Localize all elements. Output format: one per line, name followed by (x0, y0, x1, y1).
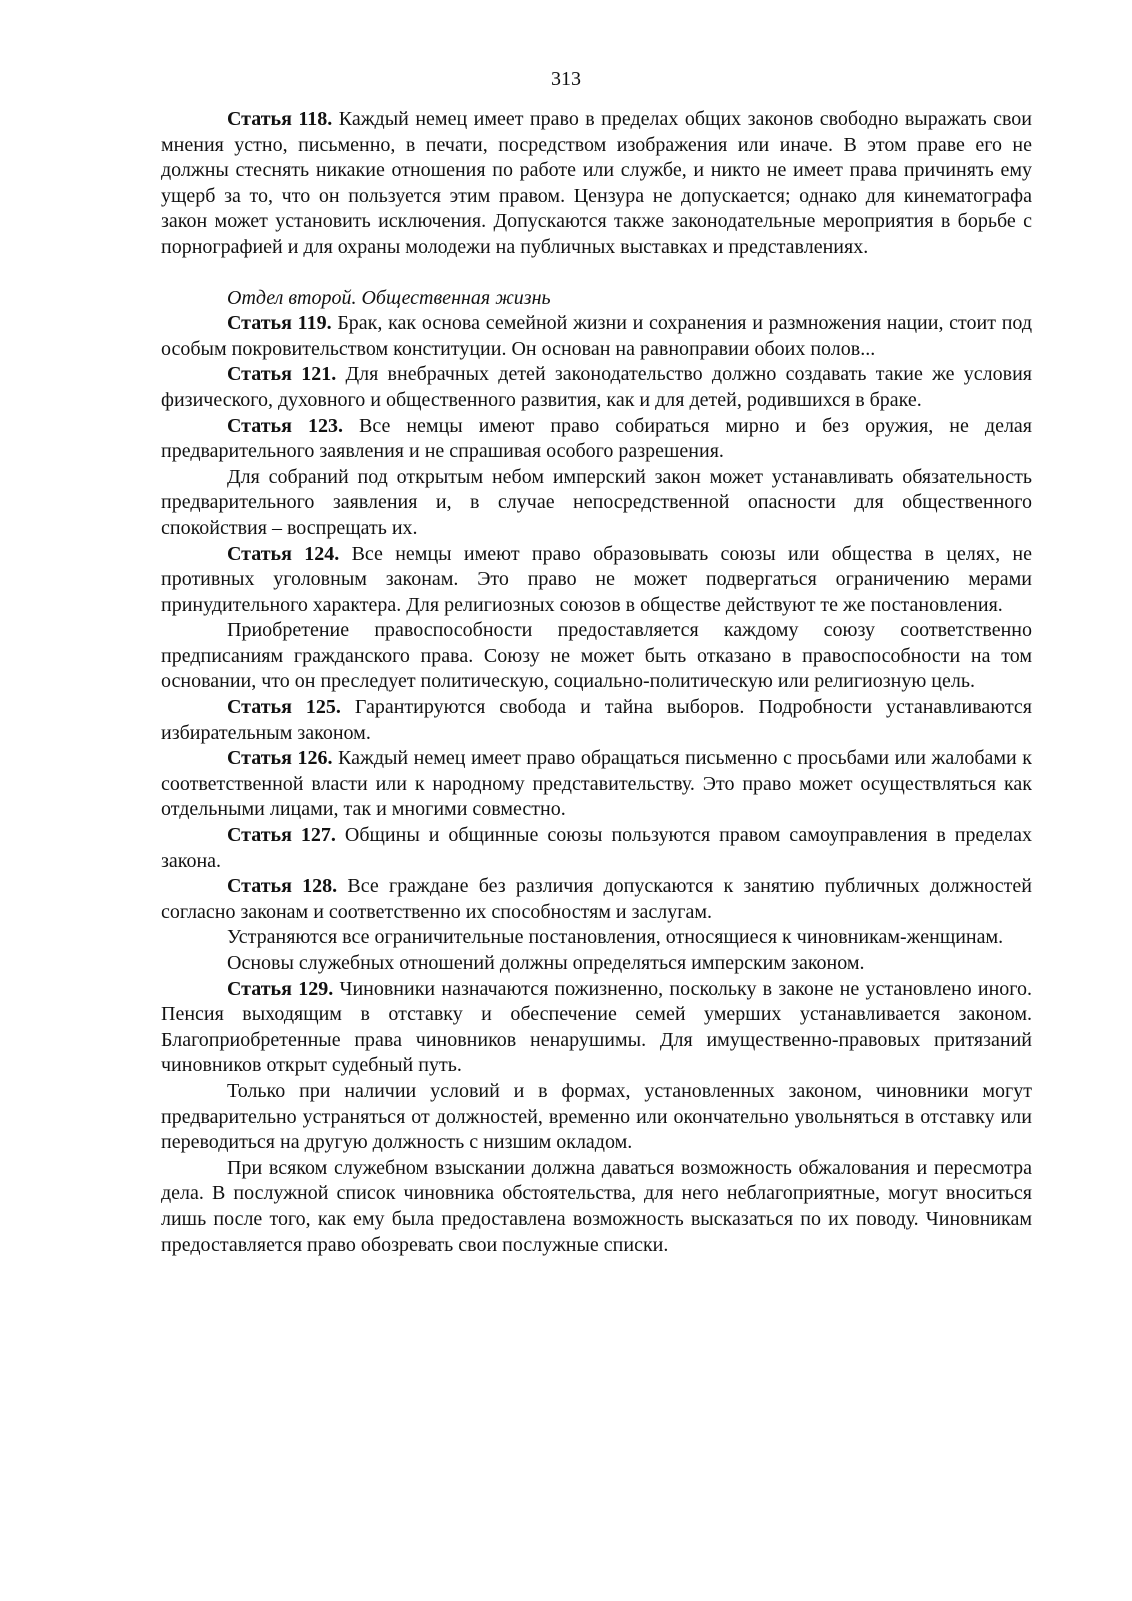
paragraph (161, 465, 1032, 542)
article-label: Статья 123. (227, 414, 343, 437)
article-label: Статья 118. (227, 108, 333, 130)
article-label: Статья 127. (227, 824, 336, 847)
paragraph-article-119 (161, 311, 1032, 362)
paragraph-article-118 (161, 107, 1032, 261)
paragraph (161, 1079, 1032, 1156)
paragraph-text: Гарантируются свобода и тайна выборов. Подробности устанавливаются избирательным законом. (161, 696, 1033, 744)
paragraph-text: Для внебрачных детей законодательство должно создавать такие же условия физического, духовного и общественного развития, как и для детей, родившихся в браке. (161, 363, 1033, 411)
paragraph-text: Каждый немец имеет право в пределах общих законов свободно выражать свои мнения устно, письменно, в печати, посредством изображения или иначе. В этом праве его не должны стеснять никакие отношения по работе или службе, и никто не имеет права причинять ему ущерб за то, что он пользуется этим правом. Цензура не допускается; однако для кинематографа закон может установить исключения. Допускаются также законодательные мероприятия в борьбе с порнографией и для охраны молодежи на публичных выставках и представлениях. (161, 108, 1032, 258)
paragraph-text: Для собраний под открытым небом имперский закон может устанавливать обязательность предварительного заявления и, в случае непосредственной опасности для общественного спокойствия – воспрещать их. (161, 465, 1032, 539)
paragraph-article-125 (161, 695, 1032, 746)
paragraph (161, 925, 1032, 951)
paragraph-article-128 (161, 874, 1032, 925)
paragraph-article-123 (161, 414, 1032, 465)
paragraph-text: При всяком служебном взыскании должна даваться возможность обжалования и пересмотра дела. В послужной список чиновника обстоятельства, для него неблагоприятные, могут вноситься лишь после того, как ему была предоставлена возможность высказаться по их поводу. Чиновникам предоставляется право обозревать свои послужные списки. (161, 1156, 1032, 1256)
article-label: Статья 125. (227, 696, 341, 719)
section-heading: Отдел второй. Общественная жизнь (227, 286, 551, 309)
paragraph-text: Общины и общинные союзы пользуются правом самоуправления в пределах закона. (161, 824, 1033, 872)
paragraph-text: Каждый немец имеет право обращаться письменно с просьбами или жалобами к соответственной власти или к народному представительству. Это право может осуществляться как отдельными лицами, так и многими совместно. (161, 747, 1033, 821)
paragraph-article-129 (161, 977, 1032, 1079)
article-label: Статья 129. (227, 977, 334, 1000)
paragraph-text: Только при наличии условий и в формах, установленных законом, чиновники могут предварительно устраняться от должностей, временно или окончательно увольняться в отставку или переводиться на другую должность с низшим окладом. (161, 1079, 1032, 1154)
article-label: Статья 124. (227, 542, 340, 565)
paragraph-text: Все немцы имеют право образовывать союзы или общества в целях, не противных уголовным законам. Это право не может подвергаться ограничению мерами принудительного характера. Для религиозных союзов в обществе действуют те же постановления. (161, 542, 1033, 616)
paragraph-text: Брак, как основа семейной жизни и сохранения и размножения нации, стоит под особым покровительством конституции. Он основан на равноправии обоих полов... (161, 312, 1033, 360)
paragraph-text: Все немцы имеют право собираться мирно и без оружия, не делая предварительного заявления и не спрашивая особого разрешения. (161, 414, 1033, 463)
paragraph-text: Приобретение правоспособности предоставляется каждому союзу соответственно предписаниям гражданского права. Союзу не может быть отказано в правоспособности на том основании, что он преследует политическую, социально-политическую или религиозную цель. (161, 619, 1032, 693)
paragraph-text: Все граждане без различия допускаются к занятию публичных должностей согласно законам и соответственно их способностям и заслугам. (161, 875, 1033, 923)
paragraph (161, 951, 1032, 977)
page-number: 313 (551, 68, 581, 90)
paragraph (161, 1156, 1032, 1258)
article-label: Статья 121. (227, 363, 337, 386)
article-label: Статья 119. (227, 312, 332, 335)
paragraph-text: Устраняются все ограничительные постановления, относящиеся к чиновникам-женщинам. (227, 926, 1004, 949)
article-label: Статья 128. (227, 875, 338, 898)
document-body (161, 107, 1032, 1258)
paragraph-article-126 (161, 746, 1032, 823)
paragraph-article-121 (161, 362, 1032, 413)
paragraph-text: Чиновники назначаются пожизненно, поскольку в законе не установлено иного. Пенсия выходящим в отставку и обеспечение семей умерших устанавливается законом. Благоприобретенные права чиновников ненарушимы. Для имущественно-правовых притязаний чиновников открыт судебный путь. (161, 977, 1033, 1077)
article-label: Статья 126. (227, 747, 333, 770)
paragraph-text: Основы служебных отношений должны определяться имперским законом. (227, 952, 865, 974)
paragraph-article-127 (161, 823, 1032, 874)
paragraph (161, 618, 1032, 695)
paragraph-article-124 (161, 542, 1032, 619)
